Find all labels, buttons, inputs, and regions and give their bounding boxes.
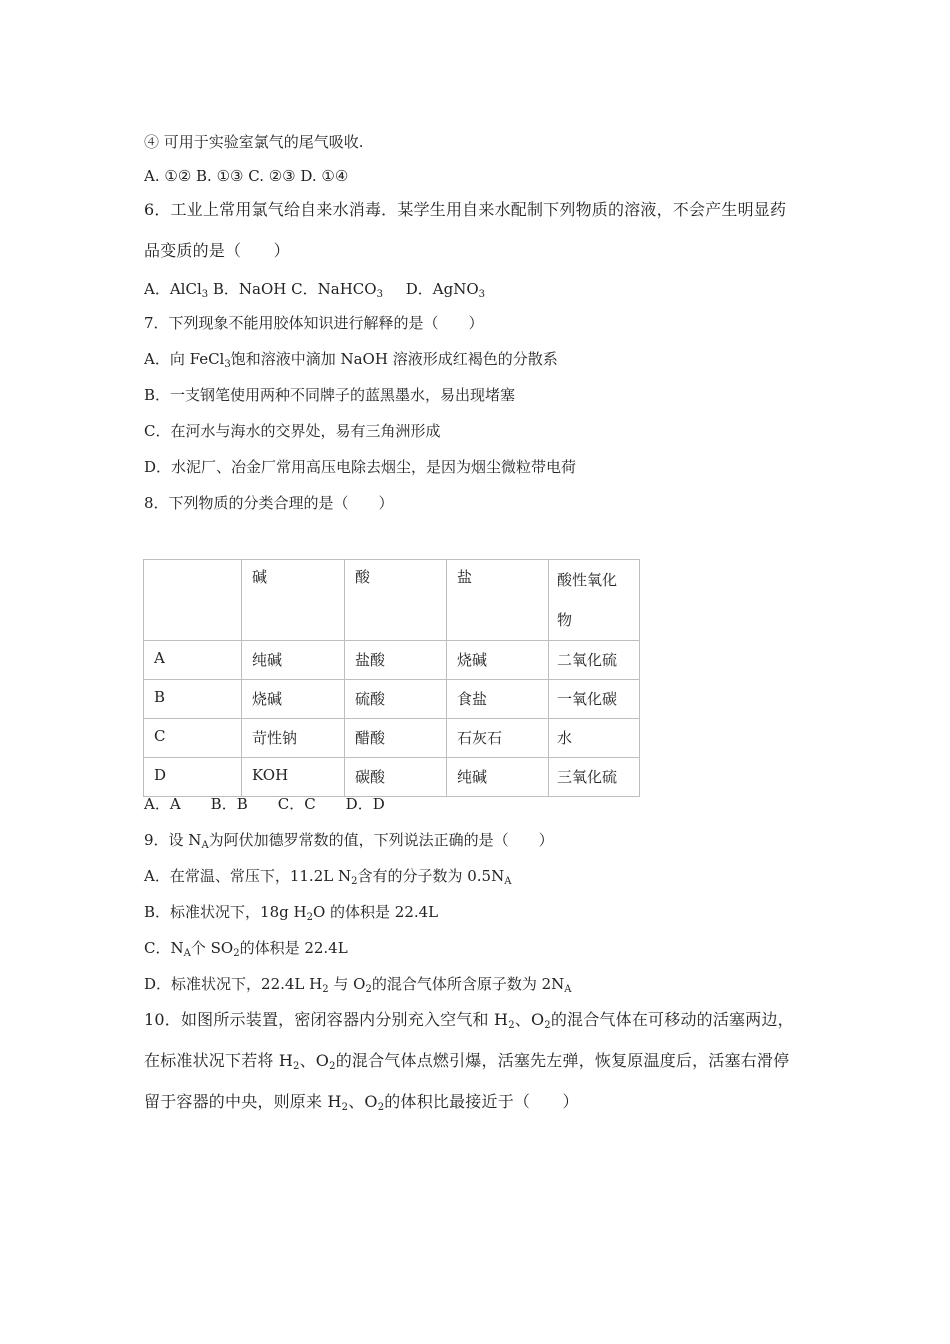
question-7-option-d: D．水泥厂、冶金厂常用高压电除去烟尘，是因为烟尘微粒带电荷 xyxy=(144,458,577,476)
table-header-cell: 盐 xyxy=(447,560,549,641)
table-cell: 苛性钠 xyxy=(242,719,345,758)
table-cell: 二氧化硫 xyxy=(549,641,640,680)
table-cell: 石灰石 xyxy=(447,719,549,758)
table-header-row xyxy=(144,560,640,641)
option-c: C．NaHCO$_3$ xyxy=(291,280,383,300)
option-b: B．NaOH xyxy=(212,280,287,298)
table-cell: 纯碱 xyxy=(242,641,345,680)
table-cell: 醋酸 xyxy=(345,719,447,758)
table-cell: 碳酸 xyxy=(345,758,447,797)
table-cell: KOH xyxy=(242,758,345,797)
table-row xyxy=(144,719,640,758)
table-header-cell: 酸 xyxy=(345,560,447,641)
table-cell: 一氧化碳 xyxy=(549,680,640,719)
question-7-option-c: C．在河水与海水的交界处，易有三角洲形成 xyxy=(144,422,441,440)
question-10-stem-line-3: 留于容器的中央，则原来 $H_2$、$O_2$的体积比最接近于（ ） xyxy=(144,1092,579,1113)
table-cell: 纯碱 xyxy=(447,758,549,797)
table-cell: 烧碱 xyxy=(447,641,549,680)
question-6-stem-line-2: 品变质的是（ ） xyxy=(144,241,290,260)
table-cell: 盐酸 xyxy=(345,641,447,680)
table-row xyxy=(144,758,640,797)
question-8-stem: 8．下列物质的分类合理的是（ ） xyxy=(144,494,394,512)
table-cell: 烧碱 xyxy=(242,680,345,719)
classification-table xyxy=(143,559,640,797)
question-7-stem: 7．下列现象不能用胶体知识进行解释的是（ ） xyxy=(144,314,484,332)
question-10-stem-line-2: 在标准状况下若将 $H_2$、$O_2$的混合气体点燃引爆，活塞先左弹，恢复原温度后，活塞右滑停 xyxy=(144,1051,790,1072)
question-9-option-c: C．$N_A$个 $SO_2$的体积是 22.4L xyxy=(144,939,348,959)
table-cell: D xyxy=(144,758,242,797)
option-d: D．AgNO$_3$ xyxy=(405,280,485,300)
question-9-option-d: D．标准状况下，22.4L $H_2$ 与 $O_2$的混合气体所含原子数为 $2N_A$ xyxy=(144,975,572,995)
question-6-stem-line-1: 6．工业上常用氯气给自来水消毒．某学生用自来水配制下列物质的溶液，不会产生明显药 xyxy=(144,200,787,219)
option-a: A．AlCl$_3$ xyxy=(144,280,209,300)
question-9-option-a: A．在常温、常压下，11.2L $N_2$含有的分子数为 $0.5N_A$ xyxy=(144,867,512,887)
question-9-option-b: B．标准状况下，18g $H_2O$ 的体积是 22.4L xyxy=(144,903,439,923)
question-8-options: A．A B．B C．C D．D xyxy=(144,795,385,813)
question-7-option-a: A．向 FeCl$_3$饱和溶液中滴加 NaOH 溶液形成红褐色的分散系 xyxy=(144,350,558,370)
question-5-item-4: ④ 可用于实验室氯气的尾气吸收. xyxy=(144,133,364,151)
table-header-cell: 碱 xyxy=(242,560,345,641)
table-cell: 硫酸 xyxy=(345,680,447,719)
table-cell: C xyxy=(144,719,242,758)
table-cell: 食盐 xyxy=(447,680,549,719)
table-cell: 水 xyxy=(549,719,640,758)
table-row xyxy=(144,641,640,680)
table-row xyxy=(144,680,640,719)
table-cell: A xyxy=(144,641,242,680)
table-cell: 三氧化硫 xyxy=(549,758,640,797)
question-10-stem-line-1: 10．如图所示装置，密闭容器内分别充入空气和 $H_2$、$O_2$的混合气体在可移动的活塞两边， xyxy=(144,1010,794,1031)
question-7-option-b: B．一支钢笔使用两种不同牌子的蓝黑墨水，易出现堵塞 xyxy=(144,386,516,404)
table-header-cell: 酸性氧化物 xyxy=(549,560,640,641)
question-6-options xyxy=(144,279,485,305)
table-header-cell xyxy=(144,560,242,641)
table-cell: B xyxy=(144,680,242,719)
question-5-options: A. ①② B. ①③ C. ②③ D. ①④ xyxy=(144,167,349,185)
question-9-stem: 9．设 $N_A$为阿伏加德罗常数的值，下列说法正确的是（ ） xyxy=(144,831,554,851)
